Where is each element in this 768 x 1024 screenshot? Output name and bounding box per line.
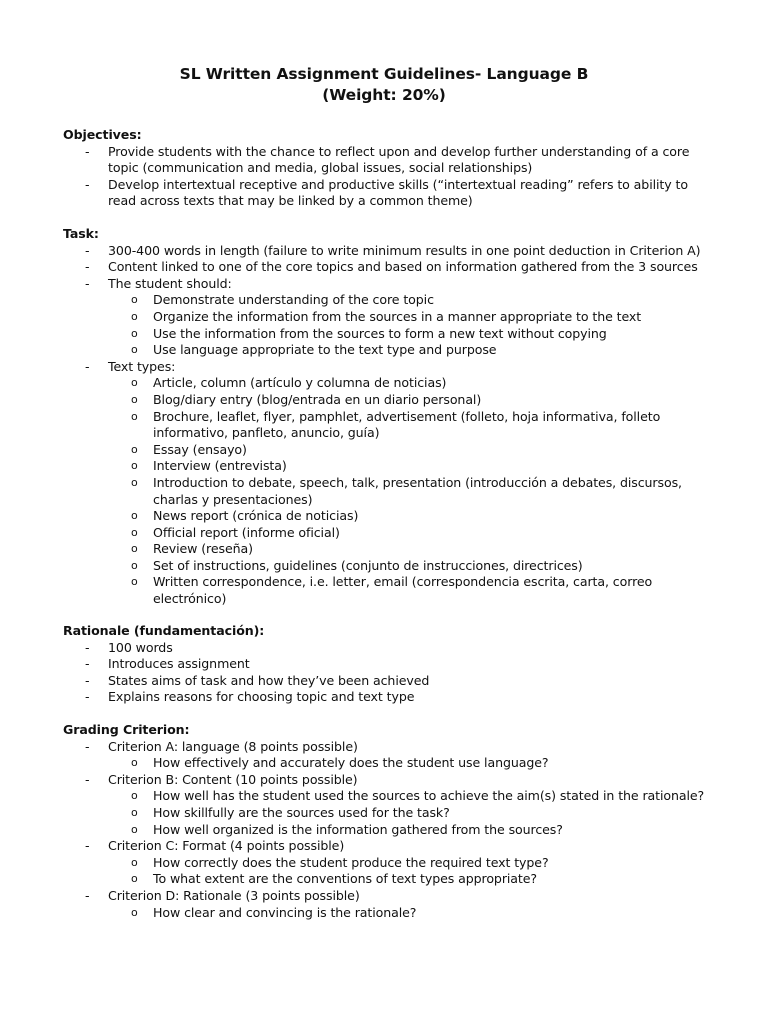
- document-title: SL Written Assignment Guidelines- Language B: [179, 65, 589, 83]
- item-text: Criterion D: Rationale (3 points possible): [108, 887, 360, 903]
- circle-bullet-marker: o: [131, 459, 138, 473]
- circle-bullet-marker: o: [131, 376, 138, 390]
- circle-bullet-marker: o: [131, 509, 138, 523]
- sub-bullet-list: [108, 905, 713, 922]
- dash-marker: -: [85, 275, 90, 291]
- circle-bullet-marker: o: [131, 475, 138, 489]
- dash-marker: -: [85, 838, 90, 854]
- dash-marker: -: [85, 259, 90, 275]
- sub-item-text: Demonstrate understanding of the core topic: [153, 292, 434, 308]
- item-text: Criterion A: language (8 points possible): [108, 738, 358, 754]
- sub-list-item: [108, 392, 713, 409]
- dash-marker: -: [85, 656, 90, 672]
- sub-list-item: [108, 755, 713, 772]
- list-item: [63, 888, 713, 921]
- sub-item-text: How skillfully are the sources used for the task?: [153, 804, 450, 820]
- circle-bullet-marker: o: [131, 855, 138, 869]
- circle-bullet-marker: o: [131, 442, 138, 456]
- sub-item-text: Introduction to debate, speech, talk, presentation (introducción a debates, discursos, charlas y presentaciones): [153, 474, 682, 507]
- sub-list-item: [108, 342, 713, 359]
- item-text: 300-400 words in length (failure to write minimum results in one point deduction in Criterion A): [108, 242, 701, 258]
- sub-item-text: Interview (entrevista): [153, 458, 287, 474]
- sub-item-text: News report (crónica de noticias): [153, 508, 359, 524]
- dash-marker: -: [85, 176, 90, 192]
- sub-item-text: To what extent are the conventions of text types appropriate?: [153, 871, 537, 887]
- sub-item-text: Use the information from the sources to form a new text without copying: [153, 325, 607, 341]
- sub-item-text: Brochure, leaflet, flyer, pamphlet, advertisement (folleto, hoja informativa, folleto informativo, panfleto, anuncio, guía): [153, 408, 661, 441]
- list-item: [63, 673, 713, 690]
- list-item: [63, 656, 713, 673]
- circle-bullet-marker: o: [131, 756, 138, 770]
- sub-list-item: [108, 309, 713, 326]
- list-item: [63, 772, 713, 838]
- sub-list-item: [108, 326, 713, 343]
- sub-list-item: [108, 541, 713, 558]
- dash-marker: -: [85, 738, 90, 754]
- sub-list-item: [108, 822, 713, 839]
- sub-bullet-list: [108, 755, 713, 772]
- bullet-list: [63, 739, 713, 922]
- sub-item-text: Use language appropriate to the text type and purpose: [153, 342, 497, 358]
- sub-bullet-list: [108, 292, 713, 358]
- circle-bullet-marker: o: [131, 409, 138, 423]
- circle-bullet-marker: o: [131, 293, 138, 307]
- sub-list-item: [108, 871, 713, 888]
- sub-item-text: How correctly does the student produce the required text type?: [153, 854, 549, 870]
- circle-bullet-marker: o: [131, 789, 138, 803]
- item-text: 100 words: [108, 639, 173, 655]
- sub-item-text: How well organized is the information gathered from the sources?: [153, 821, 563, 837]
- list-item: [63, 689, 713, 706]
- document-title-block: [0, 64, 768, 106]
- bullet-list: [63, 640, 713, 706]
- circle-bullet-marker: o: [131, 822, 138, 836]
- circle-bullet-marker: o: [131, 575, 138, 589]
- document-subtitle-weight: (Weight: 20%): [322, 86, 446, 104]
- sub-item-text: How effectively and accurately does the student use language?: [153, 755, 549, 771]
- item-text: Text types:: [108, 358, 176, 374]
- sub-list-item: [108, 458, 713, 475]
- circle-bullet-marker: o: [131, 805, 138, 819]
- section-task: [63, 226, 713, 608]
- bullet-list: [63, 144, 713, 210]
- list-item: [63, 177, 713, 210]
- list-item: [63, 144, 713, 177]
- sub-list-item: [108, 805, 713, 822]
- sub-list-item: [108, 409, 713, 442]
- section-grading-criterion: [63, 722, 713, 921]
- sub-item-text: Review (reseña): [153, 541, 253, 557]
- circle-bullet-marker: o: [131, 309, 138, 323]
- item-text: Develop intertextual receptive and productive skills (“intertextual reading” refers to ability to read across texts that may be linked by a common theme): [108, 176, 688, 209]
- dash-marker: -: [85, 689, 90, 705]
- circle-bullet-marker: o: [131, 343, 138, 357]
- sub-item-text: Set of instructions, guidelines (conjunto de instrucciones, directrices): [153, 557, 583, 573]
- sub-bullet-list: [108, 855, 713, 888]
- dash-marker: -: [85, 242, 90, 258]
- list-item: [63, 739, 713, 772]
- sub-item-text: Article, column (artículo y columna de noticias): [153, 375, 447, 391]
- sub-list-item: [108, 508, 713, 525]
- list-item: [63, 640, 713, 657]
- sub-list-item: [108, 905, 713, 922]
- item-text: Introduces assignment: [108, 656, 250, 672]
- item-text: Provide students with the chance to reflect upon and develop further understanding of a core topic (communication and media, global issues, social relationships): [108, 143, 690, 176]
- section-heading: Rationale (fundamentación):: [63, 623, 265, 638]
- sub-bullet-list: [108, 788, 713, 838]
- item-text: Explains reasons for choosing topic and text type: [108, 689, 415, 705]
- list-item: [63, 243, 713, 260]
- sub-list-item: [108, 558, 713, 575]
- item-text: The student should:: [108, 275, 232, 291]
- dash-marker: -: [85, 887, 90, 903]
- sub-item-text: How clear and convincing is the rationale?: [153, 904, 417, 920]
- section-heading: Grading Criterion:: [63, 722, 190, 737]
- section-rationale: [63, 623, 713, 706]
- item-text: States aims of task and how they’ve been achieved: [108, 672, 430, 688]
- list-item: [63, 276, 713, 359]
- item-text: Criterion B: Content (10 points possible): [108, 771, 358, 787]
- circle-bullet-marker: o: [131, 392, 138, 406]
- dash-marker: -: [85, 672, 90, 688]
- circle-bullet-marker: o: [131, 525, 138, 539]
- sub-item-text: Organize the information from the sources in a manner appropriate to the text: [153, 308, 642, 324]
- section-heading: Task:: [63, 226, 99, 241]
- item-text: Content linked to one of the core topics and based on information gathered from the 3 sources: [108, 259, 698, 275]
- circle-bullet-marker: o: [131, 905, 138, 919]
- sub-list-item: [108, 442, 713, 459]
- section-heading: Objectives:: [63, 127, 142, 142]
- sub-item-text: How well has the student used the sources to achieve the aim(s) stated in the rationale?: [153, 788, 705, 804]
- sub-list-item: [108, 292, 713, 309]
- sub-list-item: [108, 574, 713, 607]
- list-item: [63, 259, 713, 276]
- dash-marker: -: [85, 639, 90, 655]
- circle-bullet-marker: o: [131, 326, 138, 340]
- list-item: [63, 359, 713, 608]
- circle-bullet-marker: o: [131, 872, 138, 886]
- sub-list-item: [108, 475, 713, 508]
- circle-bullet-marker: o: [131, 558, 138, 572]
- sub-list-item: [108, 788, 713, 805]
- circle-bullet-marker: o: [131, 542, 138, 556]
- sub-item-text: Official report (informe oficial): [153, 524, 340, 540]
- sub-item-text: Written correspondence, i.e. letter, email (correspondencia escrita, carta, correo electrónico): [153, 574, 653, 607]
- section-objectives: [63, 127, 713, 210]
- dash-marker: -: [85, 143, 90, 159]
- sub-item-text: Essay (ensayo): [153, 441, 247, 457]
- dash-marker: -: [85, 771, 90, 787]
- sub-list-item: [108, 375, 713, 392]
- list-item: [63, 838, 713, 888]
- sub-bullet-list: [108, 375, 713, 607]
- sub-list-item: [108, 525, 713, 542]
- sub-list-item: [108, 855, 713, 872]
- sub-item-text: Blog/diary entry (blog/entrada en un diario personal): [153, 391, 482, 407]
- item-text: Criterion C: Format (4 points possible): [108, 838, 345, 854]
- dash-marker: -: [85, 358, 90, 374]
- bullet-list: [63, 243, 713, 608]
